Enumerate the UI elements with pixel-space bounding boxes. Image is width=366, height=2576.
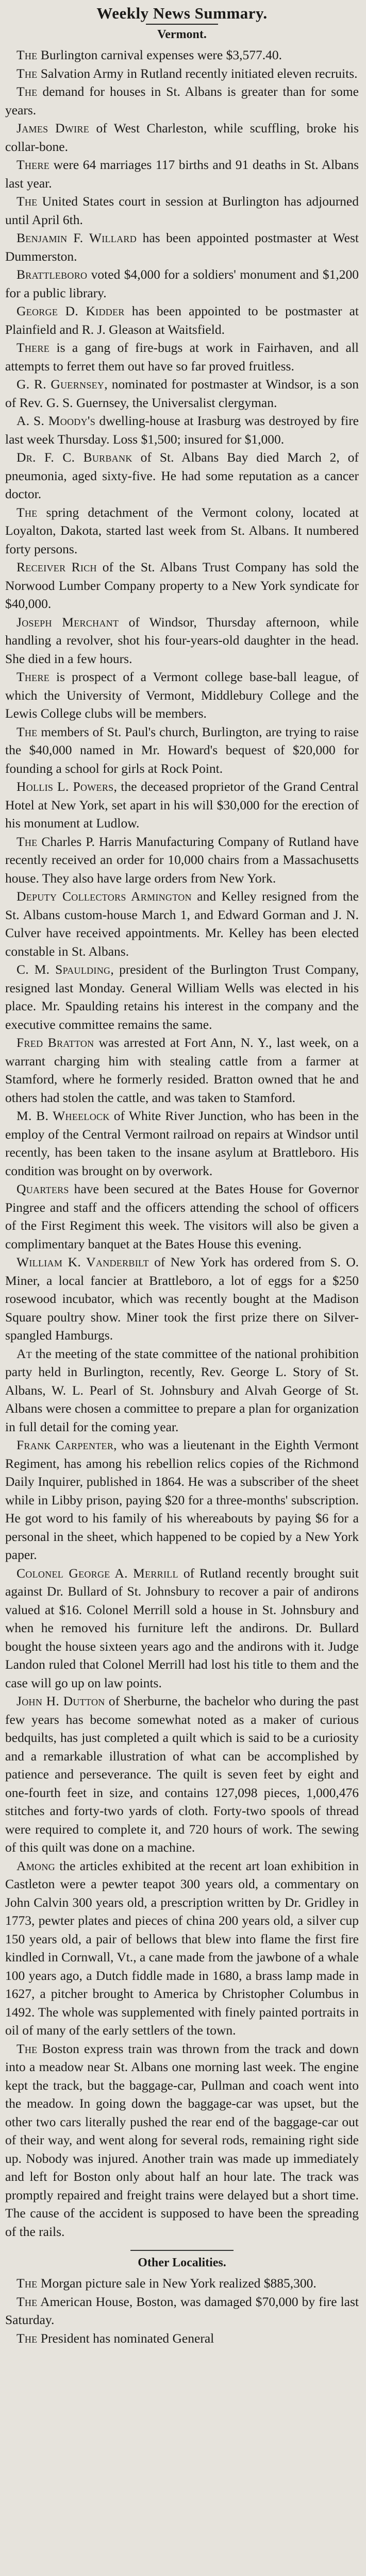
news-item-text: Charles P. Harris Manufacturing Company of Rutland have recently received an order for 10,000 chairs from a Massachusetts house. They also have large orders from New York. — [5, 834, 359, 886]
news-item — [5, 723, 359, 778]
news-item-lead: The — [16, 834, 38, 849]
news-item-text: of West Charleston, while scuffling, broke his collar-bone. — [5, 121, 359, 154]
news-item — [5, 1107, 359, 1180]
news-item-text: voted $4,000 for a soldiers' monument and $1,200 for a public library. — [5, 267, 359, 300]
news-item-text: dwelling-house at Irasburg was destroyed by fire last week Thursday. Loss $1,500; insured for $1,000. — [5, 413, 359, 447]
news-item-lead: Quarters — [16, 1181, 69, 1196]
news-item — [5, 1436, 359, 1564]
news-item-lead: The — [16, 504, 38, 520]
news-item-text: , president of the Burlington Trust Company, resigned last Monday. General William Wells was elected in his place. Mr. Spaulding retains his interest in the company and the executive committee remains the same. — [5, 962, 359, 1032]
news-item-lead: The — [16, 47, 38, 62]
news-item — [5, 613, 359, 668]
news-item-lead: There — [16, 157, 50, 172]
news-item-text: American House, Boston, was damaged $70,000 by fire last Saturday. — [5, 2294, 359, 2327]
news-item-text: President has nominated General — [37, 2330, 214, 2346]
news-item-text: Morgan picture sale in New York realized $885,300. — [37, 2276, 317, 2291]
news-item-lead: Frank Carpenter — [16, 1437, 114, 1452]
news-item-text: of St. Albans Bay died March 2, of pneumonia, aged sixty-five. He had some reputation as a cancer doctor. — [5, 450, 359, 501]
news-item-text: , the deceased proprietor of the Grand Central Hotel at New York, set apart in his will $30,000 for the erection of his monument at Ludlow. — [5, 779, 359, 831]
news-item-text: of White River Junction, who has been in the employ of the Central Vermont railroad on repairs at Windsor until recently, has been taken to the insane asylum at Brattleboro. His condition was brought on by overwork. — [5, 1108, 359, 1178]
section-divider — [130, 2250, 234, 2251]
news-item-text: of New York has ordered from S. O. Miner, a local fancier at Brattleboro, a lot of eggs for a $250 rosewood incubator, which was recently bought at the Madison Square poultry show. Miner took the first prize there on Silver-spangled Hamburgs. — [5, 1255, 359, 1343]
news-item-lead: Receiver Rich — [16, 560, 97, 574]
news-item — [5, 338, 359, 375]
news-item — [5, 229, 359, 265]
news-item — [5, 1033, 359, 1107]
news-item-text: of the St. Albans Trust Company has sold the Norwood Lumber Company property to a New York syndicate for $40,000. — [5, 560, 359, 611]
masthead-title: Weekly News Summary. — [96, 4, 268, 22]
news-item — [5, 375, 359, 412]
news-item — [5, 448, 359, 503]
news-item-text: the articles exhibited at the recent art loan exhibition in Castleton were a pewter teapot 300 years old, a commentary on John Calvin 300 years old, a prescription written by Dr. Gridley in 1773, pewter plates and pieces of china 200 years old, a silver cup 150 years old, a pair of bellows that blew into flame the first fire kindled in Cornwall, Vt., a cane made from the jawbone of a whale 100 years ago, a Dutch fiddle made in 1680, a brass lamp made in 1627, a pitcher brought to America by Christopher Columbus in 1492. The whole was supplemented with finely painted portraits in oil of many of the early settlers of the town. — [5, 1858, 359, 2038]
news-item — [5, 192, 359, 229]
news-item — [5, 668, 359, 723]
news-item-text: is a gang of fire-bugs at work in Fairhaven, and all attempts to ferret them out have so far proved fruitless. — [5, 340, 359, 374]
news-item-lead: Benjamin F. Willard — [16, 230, 137, 245]
news-item — [5, 1857, 359, 2040]
news-item — [5, 1564, 359, 1692]
news-item-text: United States court in session at Burlington has adjourned until April 6th. — [5, 194, 359, 227]
news-item-lead: Joseph Merchant — [16, 614, 119, 630]
news-item-text: were 64 marriages 117 births and 91 deaths in St. Albans last year. — [5, 157, 359, 191]
news-item-text: of Sherburne, the bachelor who during the past few years has become somewhat noted as a maker of curious bedquilts, has just completed a quilt which is said to be a curiosity and a remarkable illustration of what can be accomplished by patience and perseverance. The quilt is seven feet by eight and one-fourth feet in size, and contains 127,098 pieces, 1,000,476 stitches and forty-two yards of cloth. Forty-two spools of thread were required to complete it, and 720 hours of work. The sewing of this quilt was done on a machine. — [5, 1693, 359, 1855]
news-item-text: have been secured at the Bates House for Governor Pingree and staff and the officers attending the school of officers of the First Regiment this week. The visitors will also be given a complimentary banquet at the Bates House this evening. — [5, 1181, 359, 1251]
news-item — [5, 1692, 359, 1857]
news-item — [5, 302, 359, 338]
section-heading: Vermont. — [157, 28, 207, 41]
news-item-text: spring detachment of the Vermont colony, located at Loyalton, Dakota, started last week from St. Albans. It numbered forty persons. — [5, 504, 359, 556]
news-item-lead: The — [16, 84, 38, 99]
news-item-lead: The — [16, 194, 38, 209]
news-item — [5, 2293, 359, 2329]
news-item — [5, 64, 359, 83]
news-item-lead: The — [16, 2294, 38, 2309]
news-item — [5, 412, 359, 448]
news-item-text: Salvation Army in Rutland recently initiated eleven recruits. — [37, 65, 358, 81]
news-item — [5, 82, 359, 119]
news-item — [5, 1180, 359, 1253]
news-item-text: is prospect of a Vermont college base-ball league, of which the University of Vermont, Middlebury College and the Lewis College clubs will be members. — [5, 669, 359, 721]
news-item-lead: The — [16, 65, 38, 81]
news-item-lead: The — [16, 724, 38, 739]
news-item-text: members of St. Paul's church, Burlington, are trying to raise the $40,000 named in Mr. Howard's bequest of $20,000 for founding a school for girls at Rock Point. — [5, 724, 359, 776]
masthead-rule — [146, 24, 218, 25]
news-item — [5, 833, 359, 888]
news-item-text: of Rutland recently brought suit against Dr. Bullard of St. Johnsbury to recover a pair of andirons valued at $16. Colonel Merrill sold a house in St. Johnsbury and when he removed his furniture left the andirons. Dr. Bullard bought the house sixteen years ago and the andirons with it. Judge Landon ruled that Colonel Merrill had lost his title to them and the case will go up on law points. — [5, 1565, 359, 1690]
news-item-text: demand for houses in St. Albans is greater than for some years. — [5, 84, 359, 117]
news-item-lead: Fred Bratton — [16, 1035, 94, 1050]
news-item-lead: Hollis L. Powers — [16, 779, 114, 794]
section-heading: Other Localities. — [138, 2256, 226, 2269]
news-item — [5, 2040, 359, 2241]
news-item — [5, 960, 359, 1033]
news-item-lead: The — [16, 2041, 38, 2056]
news-item-lead: William K. Vanderbilt — [16, 1255, 149, 1269]
news-item-lead: George D. Kidder — [16, 303, 125, 318]
news-item-lead: Colonel George A. Merrill — [16, 1565, 178, 1581]
news-item-lead: James Dwire — [16, 121, 90, 135]
news-item-lead: There — [16, 669, 50, 684]
news-item-lead: G. R. Guernsey — [16, 377, 105, 392]
news-item — [5, 887, 359, 960]
news-item-lead: The — [16, 2330, 38, 2346]
news-item-text: , nominated for postmaster at Windsor, is a son of Rev. G. S. Guernsey, the Universalist clergyman. — [5, 377, 359, 410]
sections-container — [5, 28, 359, 2347]
news-item-lead: There — [16, 340, 50, 355]
news-item — [5, 503, 359, 558]
news-item-text: has been appointed postmaster at West Dummerston. — [5, 230, 359, 264]
news-item-lead: Brattleboro — [16, 267, 88, 282]
news-item-text: has been appointed to be postmaster at Plainfield and R. J. Gleason at Waitsfield. — [5, 303, 359, 337]
news-item — [5, 265, 359, 302]
news-item — [5, 2329, 359, 2348]
news-item — [5, 156, 359, 192]
news-item-text: Burlington carnival expenses were $3,577.40. — [37, 47, 282, 62]
news-item-text: and Kelley resigned from the St. Albans custom-house March 1, and Edward Gorman and J. N. Culver have received appointments. Mr. Kelley has been elected constable in St. Albans. — [5, 889, 359, 959]
news-item-lead: C. M. Spaulding — [16, 962, 111, 977]
news-item-text: of Windsor, Thursday afternoon, while handling a revolver, shot his four-years-old daughter in the head. She died in a few hours. — [5, 614, 359, 666]
news-item-lead: Dr. F. C. Burbank — [16, 450, 132, 465]
news-item — [5, 1345, 359, 1436]
news-item-text: was arrested at Fort Ann, N. Y., last week, on a warrant charging him with stealing cattle from a farmer at Stamford, where he formerly resided. Bratton owned that he and others had stolen the cattle, and was taken to Stamford. — [5, 1035, 359, 1105]
news-item-text: the meeting of the state committee of the national prohibition party held in Burlington, recently, Rev. George L. Story of St. Albans, W. L. Pearl of St. Johnsbury and Alvah George of St. Albans were chosen a committee to prepare a plan for organization in full detail for the coming year. — [5, 1346, 359, 1434]
news-item-lead: Deputy Collectors Armington — [16, 889, 192, 904]
news-item — [5, 2274, 359, 2293]
news-item-lead: At — [16, 1346, 32, 1361]
news-item-lead: The — [16, 2276, 38, 2291]
news-item-text: , who was a lieutenant in the Eighth Vermont Regiment, has among his rebellion relics copies of the Richmond Daily Inquirer, published in 1864. He was a subscriber of the sheet while in Libby prison, paying $20 for a three-months' subscription. He got word to his family of his whereabouts by paying $6 for a personal in the sheet, which happened to be copied by a New York paper. — [5, 1437, 359, 1562]
news-item — [5, 558, 359, 613]
news-item — [5, 46, 359, 64]
news-item-lead: John H. Dutton — [16, 1693, 105, 1708]
news-item — [5, 777, 359, 833]
news-item-text: Boston express train was thrown from the track and down into a meadow near St. Albans one morning last week. The engine kept the track, but the baggage-car, Pullman and coach went into the meadow. In going down the baggage-car was upset, but the other two cars literally pushed the rear end of the baggage-car out of their way, and went along for several rods, remaining right side up. Nobody was injured. Another train was made up immediately and left for Boston only about half an hour late. The track was promptly repaired and freight trains were delayed but a short time. The cause of the accident is supposed to have been the spreading of the rails. — [5, 2041, 359, 2239]
news-item-lead: A. S. Moody's — [16, 413, 96, 428]
news-item-lead: Among — [16, 1858, 55, 1873]
news-item — [5, 119, 359, 156]
news-item — [5, 1253, 359, 1345]
news-item-lead: M. B. Wheelock — [16, 1108, 110, 1123]
